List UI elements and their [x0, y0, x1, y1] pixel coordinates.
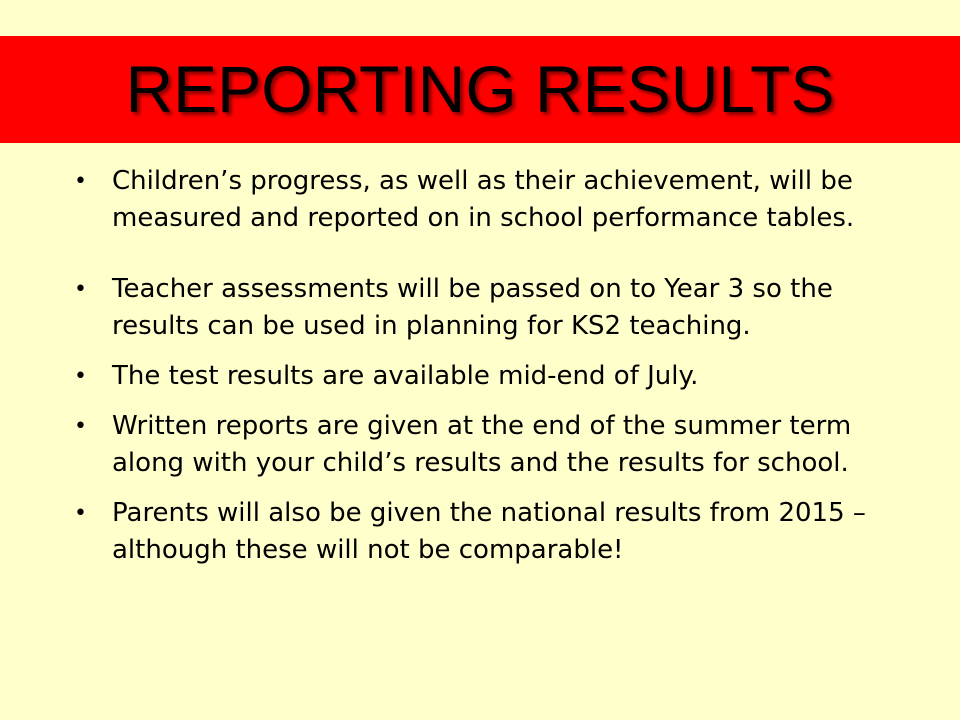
bullet-icon: • — [74, 277, 87, 302]
bullet-item — [72, 163, 902, 237]
bullet-icon: • — [74, 169, 87, 194]
bullet-list — [72, 163, 902, 582]
bullet-icon: • — [74, 414, 87, 439]
bullet-item — [72, 408, 902, 482]
bullet-item — [72, 358, 902, 395]
bullet-text: Parents will also be given the national results from 2015 – although these will not be comparable! — [112, 498, 866, 565]
bullet-text: Children’s progress, as well as their achievement, will be measured and reported on in school performance tables. — [112, 166, 855, 233]
bullet-icon: • — [74, 501, 87, 526]
bullet-text: Teacher assessments will be passed on to Year 3 so the results can be used in planning for KS2 teaching. — [112, 274, 833, 341]
bullet-icon: • — [74, 364, 87, 389]
slide-title: REPORTING RESULTS — [125, 52, 835, 126]
bullet-text: Written reports are given at the end of the summer term along with your child’s results and the results for school. — [112, 411, 852, 478]
bullet-item — [72, 495, 902, 569]
title-bar — [0, 36, 960, 143]
bullet-item — [72, 271, 902, 345]
bullet-text: The test results are available mid-end of July. — [112, 361, 699, 391]
